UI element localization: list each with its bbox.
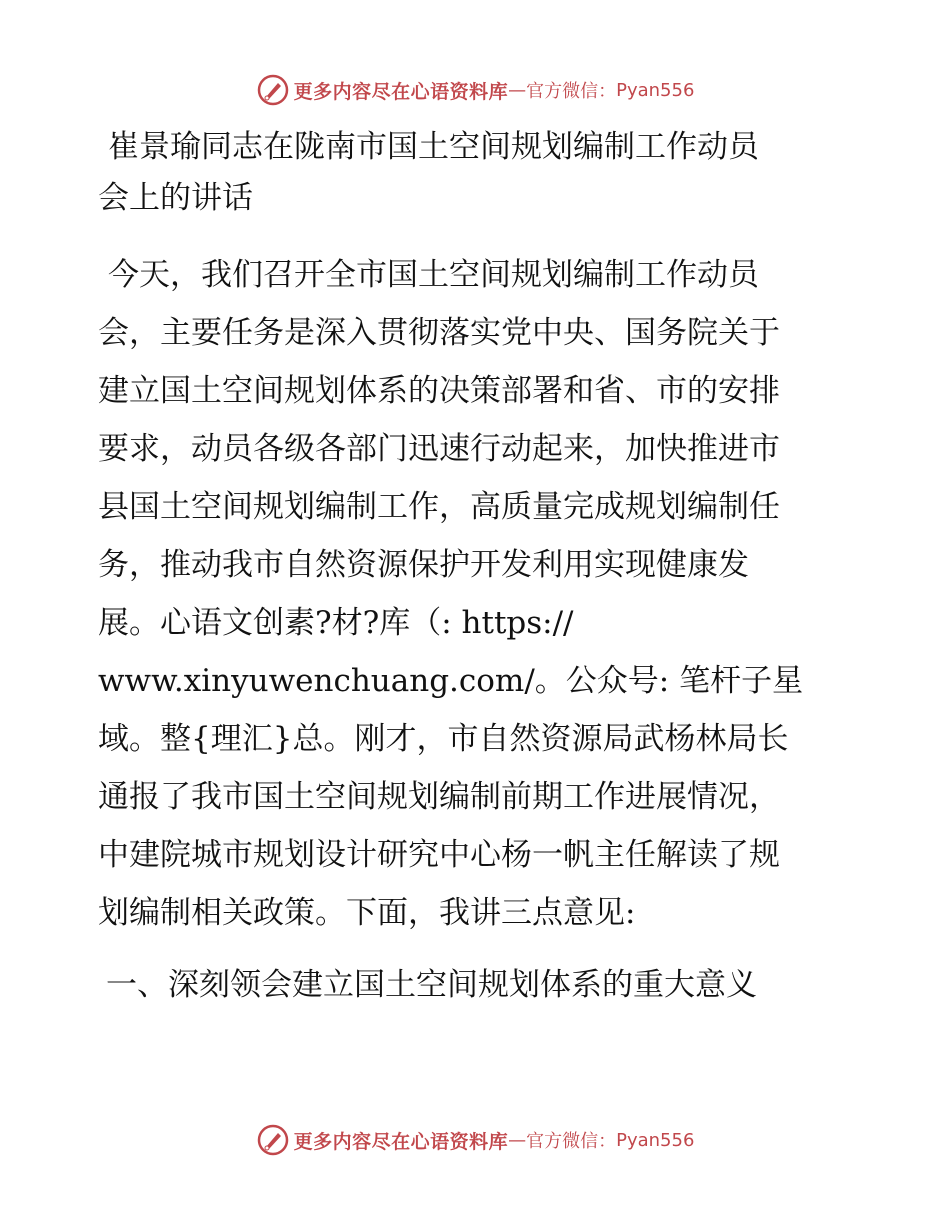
watermark-text: 更多内容尽在心语资料库 <box>293 1130 509 1153</box>
watermark-sub: 官方微信： <box>526 81 617 102</box>
document-body <box>98 122 850 1014</box>
paragraph-line: 建立国土空间规划体系的决策部署和省、市的安排 <box>98 373 780 409</box>
watermark-wechat: Pyan556 <box>616 79 695 101</box>
paragraph-line: 务，推动我市自然资源保护开发利用实现健康发 <box>98 547 749 583</box>
document-title <box>98 122 850 224</box>
title-line-2: 会上的讲话 <box>98 180 253 216</box>
paragraph-line: 要求，动员各级各部门迅速行动起来，加快推进市 <box>98 431 780 467</box>
pen-nib-icon <box>256 73 290 107</box>
title-line-1: 崔景瑜同志在陇南市国土空间规划编制工作动员 <box>108 129 759 165</box>
paragraph-line: 中建院城市规划设计研究中心杨一帆主任解读了规 <box>98 837 780 873</box>
paragraph-line: 会，主要任务是深入贯彻落实党中央、国务院关于 <box>98 315 780 351</box>
watermark-wechat: Pyan556 <box>616 1129 695 1151</box>
body-paragraph <box>98 246 850 942</box>
watermark-dash: — <box>508 1129 527 1151</box>
paragraph-line: 域。整{理汇}总。刚才，市自然资源局武杨林局长 <box>98 721 789 757</box>
paragraph-line: www.xinyuwenchuang.com/。公众号: 笔杆子星 <box>98 663 804 699</box>
paragraph-line: 划编制相关政策。下面，我讲三点意见: <box>98 895 636 931</box>
paragraph-line: 县国土空间规划编制工作，高质量完成规划编制任 <box>98 489 780 525</box>
section-heading-1: 一、深刻领会建立国土空间规划体系的重大意义 <box>106 967 757 1003</box>
watermark-sub: 官方微信： <box>526 1131 617 1152</box>
paragraph-line: 通报了我市国土空间规划编制前期工作进展情况， <box>98 779 780 815</box>
paragraph-line: 今天，我们召开全市国土空间规划编制工作动员 <box>108 257 759 293</box>
watermark-dash: — <box>508 79 527 101</box>
watermark-header <box>0 70 950 110</box>
watermark-text: 更多内容尽在心语资料库 <box>293 80 509 103</box>
watermark-footer <box>0 1120 950 1160</box>
paragraph-line: 展。心语文创素?材?库（: https:// <box>98 605 574 641</box>
pen-nib-icon <box>256 1123 290 1157</box>
